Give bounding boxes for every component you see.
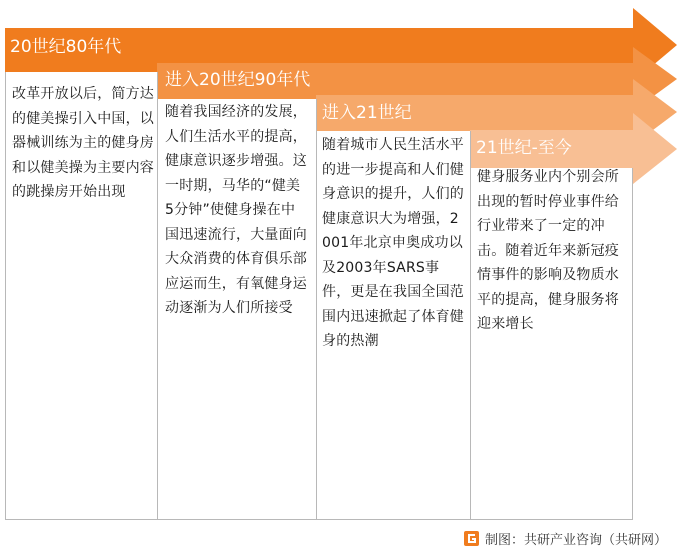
stage-text-1: 改革开放以后，简方达的健美操引入中国，以器械训练为主的健身房和以健美操为主要内容的跳操房开始出现 [12, 86, 154, 200]
stage-text-3: 随着城市人民生活水平的进一步提高和人们健身意识的提升，人们的健康意识大为增强，2001年北京申奥成功以及2003年SARS事件，更是在我国全国范围内迅速掀起了体育健身的热潮 [322, 137, 464, 349]
stage-title-1: 20世纪80年代 [10, 37, 122, 57]
brand-logo-icon [464, 531, 479, 546]
stage-title-2: 进入20世纪90年代 [165, 70, 311, 90]
stage-title-3: 进入21世纪 [322, 103, 412, 123]
stage-text-4: 健身服务业内个别会所出现的暂时停业事件给行业带来了一定的冲击。随着近年来新冠疫情事件的影响及物质水平的提高，健身服务将迎来增长 [477, 169, 619, 332]
source-text: 制图：共研产业咨询（共研网） [484, 533, 667, 548]
source-footer [464, 529, 667, 548]
stage-text-2: 随着我国经济的发展，人们生活水平的提高，健康意识逐步增强。这一时期，马华的“健美5分钟”使健身操在中国迅速流行，大量面向大众消费的体育俱乐部应运而生，有氧健身运动逐渐为人们所接受 [165, 104, 307, 316]
stage-title-4: 21世纪-至今 [476, 138, 572, 158]
